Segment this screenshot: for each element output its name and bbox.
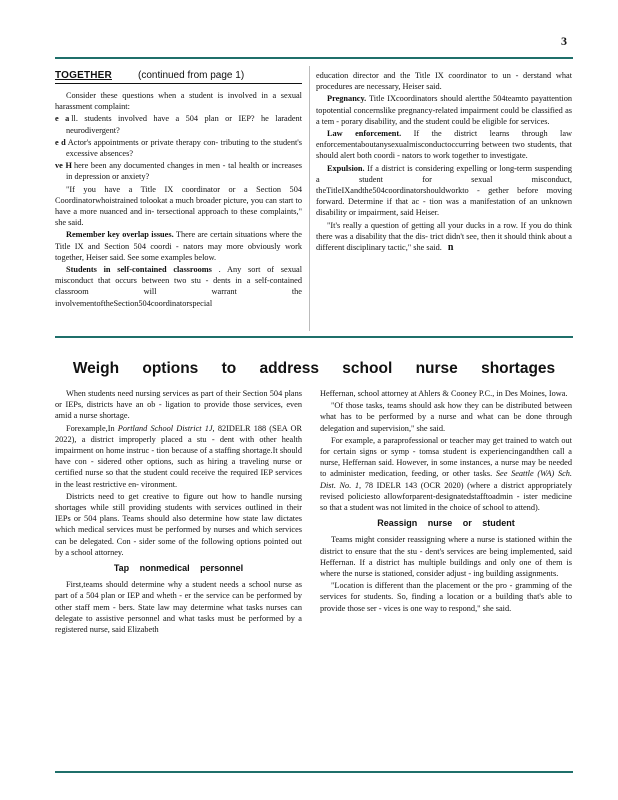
paragraph: [55, 491, 302, 558]
article-column-right: [320, 388, 572, 615]
continued-header: [55, 70, 302, 84]
paragraph-text: Teams might consider reassigning where a nurse is stationed within the district to ensure that the stu - dent's services are being implemented, said Heffernan. If a district has multiple buildings and only one of them is where the nurse is stationed, consider adjust - ing building assignments.: [320, 535, 572, 579]
paragraph-text: "Of those tasks, teams should ask how they can be distributed between what has to be performed by a nurse and what can be done through delegation and supervision," she said.: [320, 401, 572, 433]
continued-column-left: [55, 70, 302, 310]
paragraph: [320, 580, 572, 614]
paragraph: [55, 90, 302, 112]
lead-in: Law enforcement.: [327, 129, 402, 139]
paragraph-text: For example, a paraprofessional or teacher may get trained to watch out for certain signs or symp - tomsa student is experiencingandthen call a nurse, Heffernan said. However, in some instances, a nurse may be needed to administer medication, feeding, or other tasks.: [320, 435, 572, 479]
case-citation: Portland School District 1J,: [117, 423, 215, 433]
paragraph-text: There are certain situations where the Title IX and Section 504 coordi - nators may more obviously work together, Heiser said. See some examples below.: [55, 230, 302, 262]
paragraph: [320, 435, 572, 513]
page-number: 3: [561, 34, 567, 48]
paragraph: [316, 128, 572, 162]
paragraph: [55, 423, 302, 490]
bullet-item: [55, 137, 302, 159]
bullet-marker: ve H: [55, 161, 72, 171]
paragraph-text: Title IXcoordinators should alertthe 504teamto payattention topotential concernslike pregnancy-related impairment could be classified as a tem - porary disability, and the student could be eligible for services.: [316, 94, 572, 126]
top-rule: [55, 57, 573, 59]
paragraph-text: "If you have a Title IX coordinator or a Section 504 Coordinatorwhoistrained tolookat a much broader picture, you can start to have a more nuanced and in- tersectional approach to these complaints," she said.: [55, 184, 302, 228]
paragraph: [55, 579, 302, 635]
lead-in: Pregnancy.: [327, 94, 367, 104]
paragraph-text: Forexample,In: [66, 423, 115, 433]
paragraph-text: 78 IDELR 143 (OCR 2020) (where a district appropriately revised policiesto allowforparent-designatedstafftoadmin - ister medicine so that a student was not limited in the choice of school to attend).: [320, 480, 572, 513]
paragraph: [316, 93, 572, 127]
bullet-item: [55, 113, 302, 135]
paragraph-text: First,teams should determine why a student needs a school nurse as part of a 504 plan or IEP and wheth - er the service can be performed by other staff mem - bers. State law may determine what tasks nurses can delegate to assistive personnel and what tasks must be performed by a registered nurse, said Elizabeth: [55, 580, 302, 635]
section-subhead: Reassign nurse or student: [377, 518, 515, 529]
bottom-rule: [55, 771, 573, 773]
paragraph: [55, 264, 302, 309]
paragraph: [55, 388, 302, 422]
paragraph: [320, 388, 572, 399]
paragraph-text: Consider these questions when a student is involved in a sexual harassment complaint:: [55, 91, 302, 112]
paragraph-text: Districts need to get creative to figure out how to handle nursing shortages while still providing students with services outlined in their IEPs or 504 plans. Teams should also determine how state law dictates which medical services must be performed by nurses and which services can be delegated. Con - sider some of the following options pointed out by a school attorney.: [55, 491, 302, 557]
case-citation: See Seattle (WA) Sch. Dist. No. 1,: [320, 469, 573, 490]
paragraph-text: 82IDELR 188 (SEA OR 2022), a district improperly placed a stu - dent with other health impairment on home instruc - tion because of a staffing shortage.It should have con - sidered other options, such as hiring a traveling nurse or certified nurse so that the student could receive the required IEP services in the least restrictive en- vironment.: [55, 423, 302, 489]
bullet-text: Actor's appointments or private therapy con- tributing to the student's excessive absences?: [66, 137, 302, 159]
bullet-marker: e d: [55, 137, 66, 147]
section-rule: [55, 336, 573, 338]
paragraph-text: "Location is different than the placement or the pro - gramming of the services for students. So, finding a location or a building that's able to provide those ser - vices is one way to respond," she said.: [320, 581, 572, 613]
paragraph: [316, 163, 572, 219]
continued-column-right: [316, 70, 572, 254]
paragraph: [320, 534, 572, 579]
article-column-left: [55, 388, 302, 636]
bullet-marker: e a: [55, 114, 70, 124]
paragraph-text: . Any sort of sexual misconduct that occurs between two stu - dents in a self-contained classroom will warrant the involvementoftheSection504coordinatorspecial: [55, 265, 302, 308]
lead-in: Expulsion.: [327, 163, 365, 173]
section-subhead: Tap nonmedical personnel: [113, 563, 244, 574]
column-divider: [309, 66, 310, 331]
end-of-story-mark: n: [447, 242, 454, 254]
paragraph-text: education director and the Title IX coordinator to un - derstand what procedures are necessary, Heiser said.: [316, 71, 572, 92]
bullet-text: ll. students involved have a 504 plan or IEP? he laradent neurodivergent?: [66, 114, 302, 135]
lead-in: Remember key overlap issues.: [66, 230, 174, 240]
paragraph: [316, 70, 572, 92]
continued-note: (continued from page 1): [137, 70, 245, 81]
bullet-text: here been any documented changes in men - tal health or increases in depression or anxiety?: [66, 161, 303, 182]
paragraph: [55, 229, 302, 263]
paragraph-text: If the district learns through law enforcementaboutanysexualmisconductoccurring between two students, that should alert both coordi - nators to work together to investigate.: [316, 129, 572, 161]
bullet-item: [55, 160, 302, 182]
paragraph-text: If a district is considering expelling or long-term suspending a student for sexual misconduct, theTitleIXandthe504coordinatorshouldworkto - gether before moving forward. Determine if that ac - tion was a manifestation of an unknown disability or impairment, said Heiser.: [316, 163, 572, 218]
paragraph-text: When students need nursing services as part of their Section 504 plans or IEPs, districts have an ob - ligation to provide those services, even amid a nurse shortage.: [55, 389, 302, 421]
article-headline: Weigh options to address school nurse shortages: [72, 360, 556, 377]
paragraph: [55, 184, 302, 229]
paragraph: [316, 220, 572, 254]
continued-topic: TOGETHER: [55, 70, 112, 81]
paragraph: [320, 400, 572, 434]
paragraph-text: Heffernan, school attorney at Ahlers & Cooney P.C., in Des Moines, Iowa.: [320, 389, 568, 398]
lead-in: Students in self-contained classrooms: [66, 265, 212, 275]
paragraph-text: "It's really a question of getting all your ducks in a row. If you do think there was a disability that the dis- trict didn't see, then it should think about a different disciplinary tactic," she said.: [316, 220, 572, 253]
